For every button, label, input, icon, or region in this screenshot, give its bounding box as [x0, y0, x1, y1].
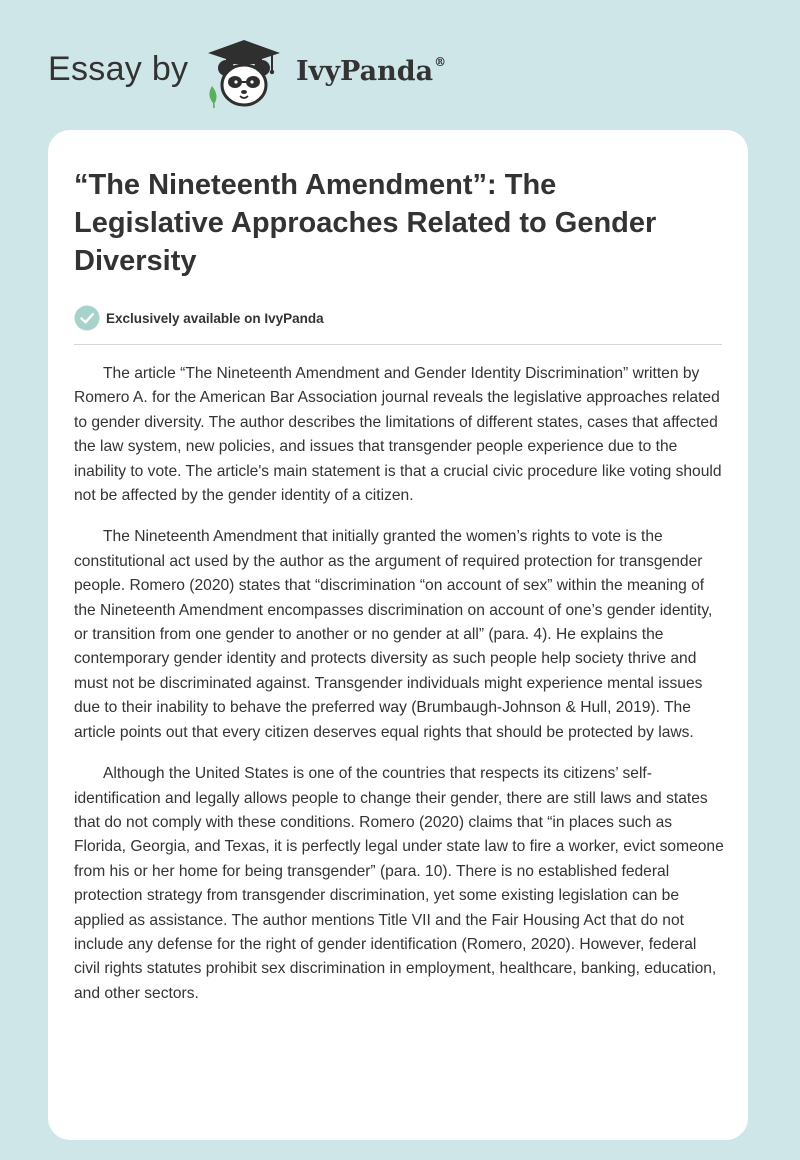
essay-title: “The Nineteenth Amendment”: The Legislative Approaches Related to Gender Diversity — [74, 169, 657, 277]
paragraph: Although the United States is one of the countries that respects its citizens’ self-identification and legally allows people to change their gender, there are still laws and states that do not comply with these conditions. Romero (2020) claims that “in places such as Florida, Georgia, and Texas, it is perfectly legal under state law to fire a worker, evict someone from his or her home for being transgender” (para. 10). There is no established federal protection strategy from transgender discrimination, yet some existing legislation can be applied as assistance. The author mentions Title VII and the Fair Housing Act that do not include any defense for the right of gender identification (Romero, 2020). However, federal civil rights statutes prohibit sex discrimination in employment, healthcare, banking, education, and other sectors. — [74, 765, 724, 1002]
essay-card — [48, 130, 748, 1140]
essay-by-label: Essay by — [48, 50, 189, 88]
registered-mark: ® — [434, 55, 447, 69]
site-header — [48, 38, 752, 110]
check-circle-icon — [74, 305, 100, 331]
essay-body — [74, 362, 726, 1023]
panda-graduate-icon[interactable] — [204, 38, 284, 110]
divider — [74, 344, 722, 345]
paragraph: The Nineteenth Amendment that initially granted the women’s rights to vote is the constitutional act used by the author as the argument of required protection for transgender people. Romero (2020) states that “discrimination “on account of sex” within the meaning of the Nineteenth Amendment encompasses discrimination on account of one’s gender identity, or transition from one gender to another or no gender at all” (para. 4). He explains the contemporary gender identity and protects diversity as such people help society thrive and must not be discriminated against. Transgender individuals might experience mental issues due to their inability to behave the preferred way (Brumbaugh-Johnson & Hull, 2019). The article points out that every citizen deserves equal rights that should be protected by laws. — [74, 528, 713, 741]
paragraph: The article “The Nineteenth Amendment and Gender Identity Discrimination” written by Romero A. for the American Bar Association journal reveals the legislative approaches related to gender diversity. The author describes the limitations of different states, cases that affected the law system, new policies, and issues that transgender people experience due to the inability to vote. The article's main statement is that a crucial civic procedure like voting should not be affected by the gender identity of a citizen. — [74, 365, 722, 505]
brand-name: IvyPanda — [296, 56, 434, 87]
badge-label: Exclusively available on IvyPanda — [106, 311, 324, 326]
brand-logo[interactable] — [296, 55, 446, 87]
